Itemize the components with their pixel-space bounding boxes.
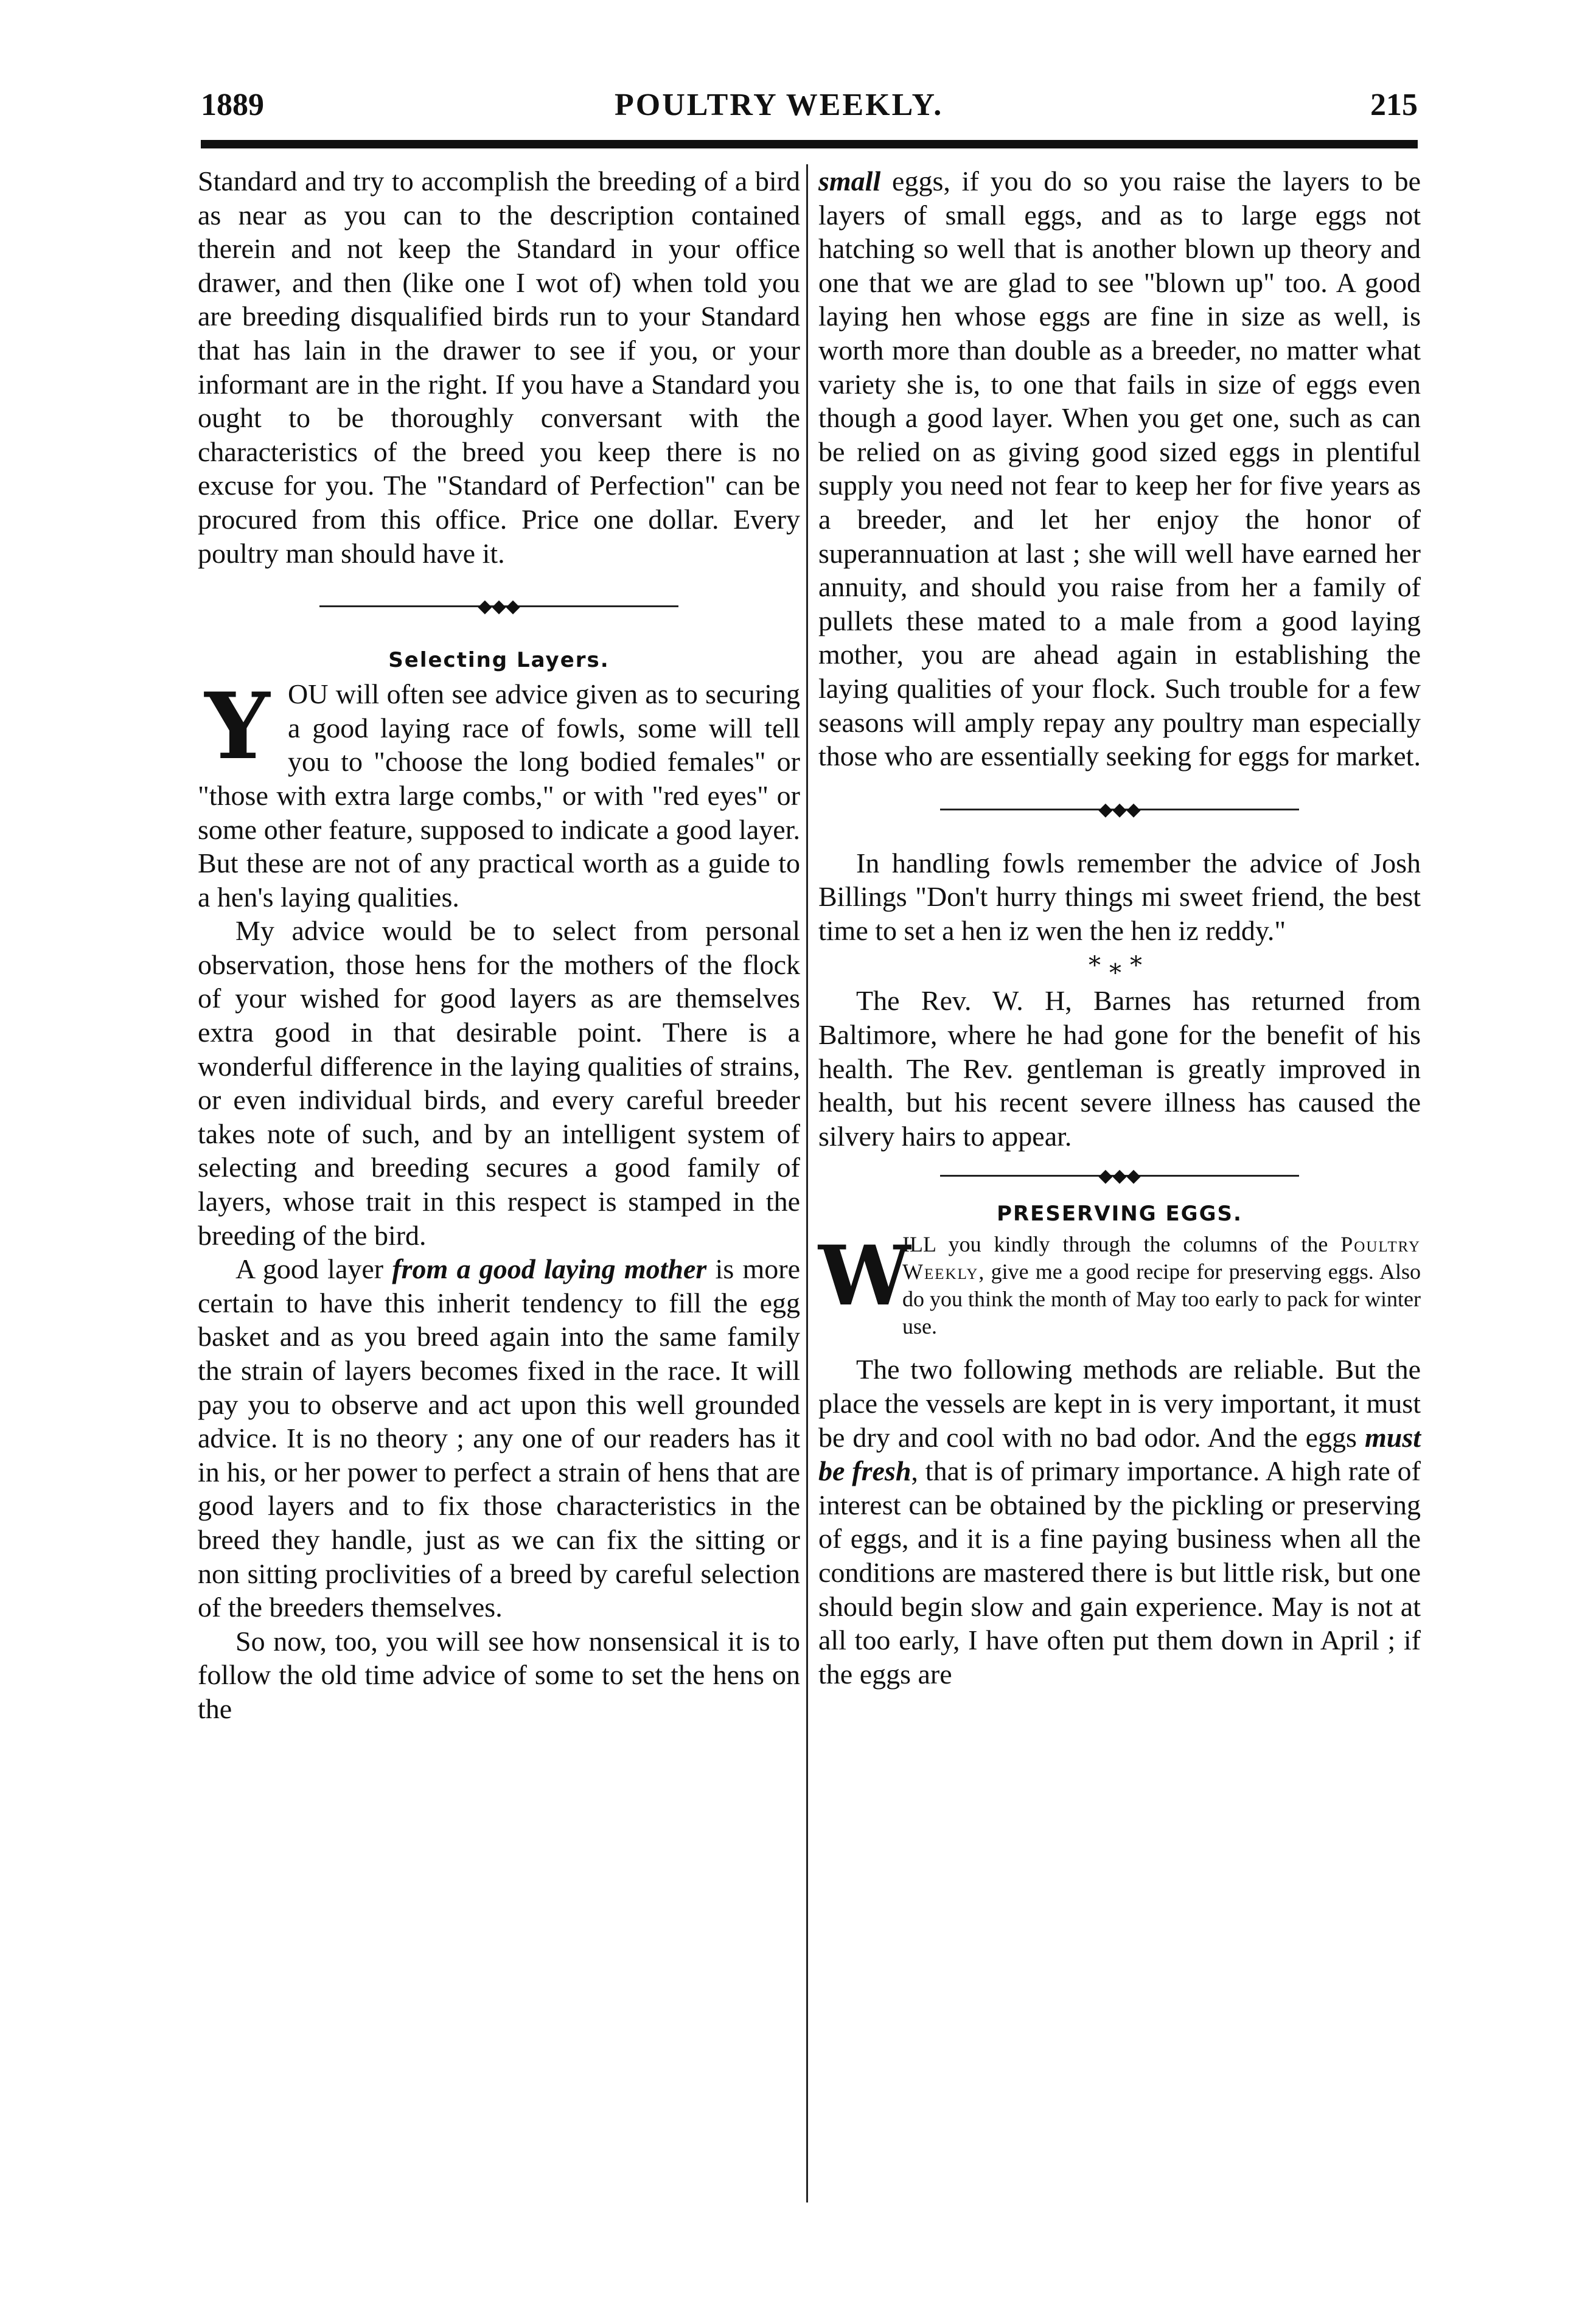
page-year: 1889 (201, 88, 264, 122)
section-heading-preserving-eggs: PRESERVING EGGS. (997, 1202, 1242, 1227)
drop-cap-letter: W (818, 1227, 911, 1325)
separator-ornament-icon: ◆◆◆ (1098, 1165, 1141, 1187)
continued-paragraph: Standard and try to accomplish the breeding of a bird as near as you can to the description contained therein and not keep the Standard in your office drawer, and then (like one I wot of) when told you are breeding disqualified birds run to your Standard that has lain in the drawer to see if you, or your informant are in the right. If you have a Standard you ought to be thoroughly conversant with the characteristics of the breed you keep there is no excuse for you. The "Standard of Perfection" can be procured from this office. Price one dollar. Every poultry man should have it. (198, 165, 800, 569)
paragraph-text: eggs, if you do so you raise the layers to be layers of small eggs, and as to large eggs not hatching so well that is another blown up theory and one that we are glad to see "blown up" too. A good laying hen whose eggs are fine in size as well, is worth more than double as a breeder, no matter what variety she is, to one that fails in size of eggs even though a good layer. When you get one, such as can be relied on as giving good sized eggs in plentiful supply you need not fear to keep her for five years as a breeder, and let her enjoy the honor of superannuation at last ; she will well have earned her annuity, and should you raise from her a family of pullets these mated to a male from a good laying mother, you are ahead again in establishing the laying qualities of your flock. Such trouble for a few seasons will amply repay any poultry man especially those who are essentially seeking for eggs for market. (818, 165, 1421, 772)
note-rev-barnes: The Rev. W. H, Barnes has returned from Baltimore, where he had gone for the benefit of his health. The Rev. gentleman is greatly improved in health, but his recent severe illness has caused the silvery hairs to appear. (818, 985, 1421, 1152)
asterism-separator: *⁎* (1089, 952, 1151, 980)
page-number: 215 (1370, 88, 1418, 122)
drop-cap-letter: Y (204, 673, 270, 781)
section-separator (818, 1153, 1421, 1197)
italic-word: small (818, 165, 881, 197)
right-column (818, 164, 1421, 1691)
section-separator (818, 773, 1421, 846)
article-paragraph-2: My advice would be to select from personal observation, those hens for the mothers of the flock of your wished for good layers as are themselves extra good in that desirable point. There is a wonderful difference in the laying qualities of strains, or even individual birds, and every careful breeder takes note of such, and by an intelligent system of selecting and breeding secures a good family of layers, whose trait in this respect is stamped in the breeding of the bird. (198, 915, 800, 1251)
separator-ornament-icon: ◆◆◆ (1098, 798, 1141, 820)
article-paragraph-4: So now, too, you will see how nonsensical it is to follow the old time advice of some to set the hens on the (198, 1625, 800, 1724)
spacer (818, 1340, 1421, 1353)
continued-paragraph (818, 164, 1421, 773)
query-text: ILL you kindly through the columns of the (902, 1232, 1341, 1257)
left-column (198, 164, 800, 1726)
publication-title: POULTRY WEEKLY. (615, 88, 944, 122)
article-paragraph-3 (198, 1252, 800, 1624)
publication-name: Poultry Weekly (902, 1232, 1421, 1284)
italic-phrase: from a good laying mother (392, 1253, 707, 1285)
paragraph-text: A good layer (235, 1253, 392, 1285)
article-paragraph-1 (198, 673, 800, 914)
paragraph-text: The two following methods are reliable. But the place the vessels are kept in is very important, it must be dry and cool with no bad odor. And the eggs (818, 1354, 1421, 1453)
paragraph-text: OU will often see advice given as to securing a good laying race of fowls, some will tell you to "choose the long bodied females" or "those with extra large combs," or with "red eyes" or some other feature, supposed to indicate a good layer. But these are not of any practical worth as a guide to a hen's laying qualities. (198, 678, 800, 913)
italic-phrase: must be fresh (818, 1421, 1421, 1487)
paragraph-text: is more certain to have this inherit tendency to fill the egg basket and as you breed again into the same family the strain of layers becomes fixed in the race. It will pay you to observe and act upon this well grounded advice. It is no theory ; any one of our readers has it in his, or her power to perfect a strain of hens that are good layers and to fix those characteristics in the breed they handle, just as we can fix the sitting or non sitting proclivities of a breed by careful selection of the breeders themselves. (198, 1253, 800, 1623)
section-heading-selecting-layers: Selecting Layers. (388, 648, 610, 673)
header-rule (201, 140, 1418, 148)
separator-ornament-icon: ◆◆◆ (478, 596, 520, 618)
section-separator (198, 570, 800, 643)
reader-query (818, 1227, 1421, 1340)
query-text: , give me a good recipe for preserving eggs. Also do you think the month of May too early to pack for winter use. (902, 1259, 1421, 1339)
note-josh-billings: In handling fowls remember the advice of Josh Billings "Don't hurry things mi sweet friend, the best time to set a hen iz wen the hen iz reddy." (818, 847, 1421, 946)
running-head (201, 84, 1418, 133)
paragraph-text: , that is of primary importance. A high rate of interest can be obtained by the pickling or preserving of eggs, and it is a fine paying business when all the conditions are mastered there is but little risk, but one should begin slow and gain experience. May is not at all too early, I have often put them down in April ; if the eggs are (818, 1455, 1421, 1690)
answer-paragraph (818, 1353, 1421, 1691)
column-divider (806, 164, 808, 2202)
